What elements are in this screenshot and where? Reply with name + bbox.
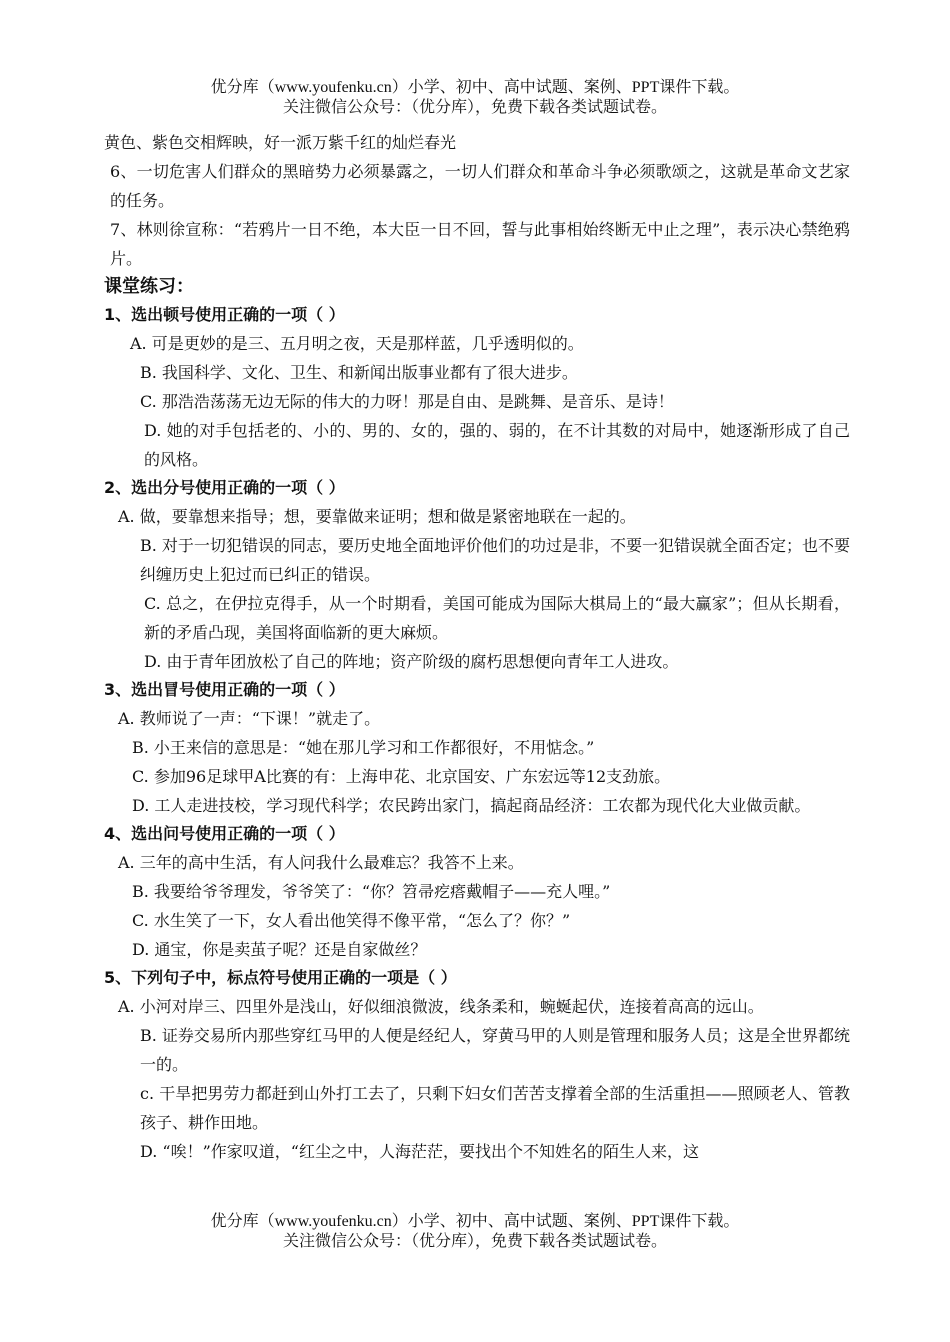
question-4-option-a: A. 三年的高中生活，有人问我什么最难忘？我答不上来。 <box>118 853 524 872</box>
question-5-option-c: c. 干旱把男劳力都赶到山外打工去了，只剩下妇女们苦苦支撑着全部的生活重担——照顾老人、管教孩子、耕作田地。 <box>140 1084 850 1132</box>
intro-item-7: 7、林则徐宣称：“若鸦片一日不绝，本大臣一日不回，誓与此事相始终断无中止之理”，表示决心禁绝鸦片。 <box>110 220 850 268</box>
document-body <box>104 128 850 1166</box>
footer-line-2: 关注微信公众号：（优分库），免费下载各类试题试卷。 <box>282 1233 667 1250</box>
question-5-option-d: D. “唉！”作家叹道，“红尘之中，人海茫茫，要找出个不知姓名的陌生人来，这 <box>140 1142 699 1161</box>
question-3-option-b: B. 小王来信的意思是：“她在那儿学习和工作都很好，不用惦念。” <box>132 738 595 757</box>
question-2-title: 2、选出分号使用正确的一项（ ） <box>104 478 345 497</box>
question-3-option-c: C. 参加96足球甲A比赛的有：上海申花、北京国安、广东宏远等12支劲旅。 <box>132 767 671 786</box>
question-1-option-b: B. 我国科学、文化、卫生、和新闻出版事业都有了很大进步。 <box>140 363 578 382</box>
question-3-option-d: D. 工人走进技校，学习现代科学；农民跨出家门，搞起商品经济：工农都为现代化大业做贡献。 <box>132 796 811 815</box>
question-2-option-b: B. 对于一切犯错误的同志，要历史地全面地评价他们的功过是非，不要一犯错误就全面否定；也不要纠缠历史上犯过而已纠正的错误。 <box>140 536 850 584</box>
header-line-1: 优分库（www.youfenku.cn）小学、初中、高中试题、案例、PPT课件下载。 <box>210 79 740 96</box>
question-5-option-a: A. 小河对岸三、四里外是浅山，好似细浪微波，线条柔和，蜿蜒起伏，连接着高高的远山。 <box>118 997 764 1016</box>
question-5-title: 5、下列句子中，标点符号使用正确的一项是（ ） <box>104 968 457 987</box>
page-footer <box>0 1212 950 1252</box>
question-2-option-c: C. 总之，在伊拉克得手，从一个时期看，美国可能成为国际大棋局上的“最大赢家”；但从长期看，新的矛盾凸现，美国将面临新的更大麻烦。 <box>144 594 850 642</box>
question-1-option-c: C. 那浩浩荡荡无边无际的伟大的力呀！那是自由、是跳舞、是音乐、是诗！ <box>140 392 674 411</box>
question-1-option-a: A. 可是更妙的是三、五月明之夜，天是那样蓝，几乎透明似的。 <box>130 334 584 353</box>
question-4-option-c: C. 水生笑了一下，女人看出他笑得不像平常，“怎么了？你？” <box>132 911 571 930</box>
header-line-2: 关注微信公众号：（优分库），免费下载各类试题试卷。 <box>282 99 667 116</box>
section-title: 课堂练习： <box>104 276 194 297</box>
footer-line-1: 优分库（www.youfenku.cn）小学、初中、高中试题、案例、PPT课件下载。 <box>210 1213 740 1230</box>
question-1-title: 1、选出顿号使用正确的一项（ ） <box>104 305 345 324</box>
intro-item-6: 6、一切危害人们群众的黑暗势力必须暴露之，一切人们群众和革命斗争必须歌颂之，这就是革命文艺家的任务。 <box>110 162 850 210</box>
page-header <box>0 78 950 118</box>
question-4-title: 4、选出问号使用正确的一项（ ） <box>104 824 345 843</box>
question-4-option-d: D. 通宝，你是卖茧子呢？还是自家做丝？ <box>132 940 427 959</box>
question-3-title: 3、选出冒号使用正确的一项（ ） <box>104 680 345 699</box>
intro-line-1: 黄色、紫色交相辉映，好一派万紫千红的灿烂春光 <box>104 133 457 152</box>
question-1-option-d: D. 她的对手包括老的、小的、男的、女的，强的、弱的，在不计其数的对局中，她逐渐形成了自己的风格。 <box>144 421 850 469</box>
question-5-option-b: B. 证券交易所内那些穿红马甲的人便是经纪人，穿黄马甲的人则是管理和服务人员；这是全世界都统一的。 <box>140 1026 850 1074</box>
question-3-option-a: A. 教师说了一声：“下课！”就走了。 <box>118 709 381 728</box>
question-2-option-a: A. 做，要靠想来指导；想，要靠做来证明；想和做是紧密地联在一起的。 <box>118 507 636 526</box>
question-4-option-b: B. 我要给爷爷理发，爷爷笑了：“你？笤帚疙瘩戴帽子——充人哩。” <box>132 882 611 901</box>
question-2-option-d: D. 由于青年团放松了自己的阵地；资产阶级的腐朽思想便向青年工人进攻。 <box>144 652 679 671</box>
